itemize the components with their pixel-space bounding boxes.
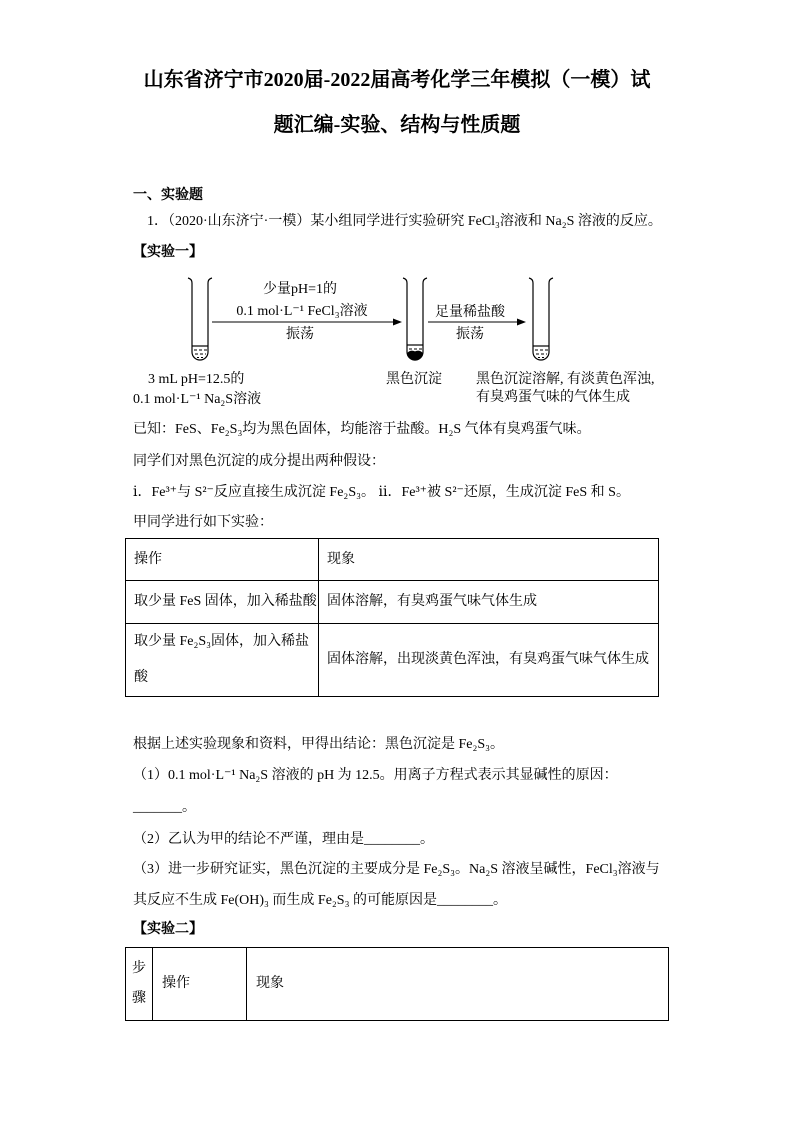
- test-tube-1-outline: [188, 278, 212, 360]
- reagent-label-line-2: 0.1 mol·L⁻¹ FeCl₃溶液: [236, 304, 368, 319]
- table-cell-operation: 取少量 Fe₂S₃固体，加入稀盐酸: [126, 624, 319, 697]
- table-header-cell: 操作: [153, 948, 247, 1021]
- table-cell-operation: 取少量 FeS 固体，加入稀盐酸: [126, 581, 319, 624]
- sub-question-3-line-1: （3）进一步研究证实，黑色沉淀的主要成分是 Fe₂S₃。Na₂S 溶液呈碱性，FeCl₃溶液与: [133, 862, 660, 877]
- test-tube-3-outline: [529, 278, 553, 360]
- table-header-cell: 现象: [247, 948, 669, 1021]
- middle-result-label: 黑色沉淀: [386, 372, 442, 387]
- arrow-1-head: [393, 319, 402, 326]
- arrow-1: [212, 319, 402, 326]
- reagent-label-line-1: 少量pH=1的: [262, 282, 338, 297]
- acid-label: 足量稀盐酸: [435, 305, 505, 320]
- shake-label-1: 振荡: [286, 327, 314, 342]
- question-stem: 1．（2020·山东济宁·一模）某小组同学进行实验研究 FeCl₃溶液和 Na₂S 溶液的反应。: [147, 214, 662, 229]
- end-result-label-line-1: 黑色沉淀溶解, 有淡黄色浑浊,: [476, 372, 655, 387]
- table-row: [126, 581, 659, 624]
- experiment-table-2: [125, 947, 669, 1021]
- start-solution-label-line-1: 3 mL pH=12.5的: [148, 372, 245, 387]
- sub-question-3-line-2: 其反应不生成 Fe(OH)₃ 而生成 Fe₂S₃ 的可能原因是________。: [133, 893, 507, 908]
- experiment-2-label: 【实验二】: [133, 922, 203, 937]
- arrow-2-head: [517, 319, 526, 326]
- test-tube-3: [529, 278, 553, 360]
- table-row: [126, 624, 659, 697]
- document-title-line-2: 题汇编-实验、结构与性质题: [273, 114, 521, 136]
- table-header-row: [126, 948, 669, 1021]
- known-facts: 已知：FeS、Fe₂S₃均为黑色固体，均能溶于盐酸。H₂S 气体有臭鸡蛋气味。: [133, 422, 591, 437]
- experiment-diagram: [125, 270, 685, 410]
- sub-question-2: （2）乙认为甲的结论不严谨，理由是________。: [133, 832, 434, 847]
- conclusion: 根据上述实验现象和资料，甲得出结论：黑色沉淀是 Fe₂S₃。: [133, 737, 505, 752]
- shake-label-2: 振荡: [456, 327, 484, 342]
- table-intro: 甲同学进行如下实验：: [133, 515, 273, 530]
- table-cell-phenomenon: 固体溶解，出现淡黄色浑浊，有臭鸡蛋气味气体生成: [319, 624, 659, 697]
- experiment-table-1: [125, 538, 659, 697]
- section-heading: 一、实验题: [133, 188, 203, 203]
- sub-question-1: （1）0.1 mol·L⁻¹ Na₂S 溶液的 pH 为 12.5。用离子方程式表示其显碱性的原因：: [133, 768, 618, 783]
- hypotheses: ⅰ．Fe³⁺与 S²⁻反应直接生成沉淀 Fe₂S₃。 ⅱ．Fe³⁺被 S²⁻还原，生成沉淀 FeS 和 S。: [133, 485, 630, 500]
- table-cell-phenomenon: 固体溶解，有臭鸡蛋气味气体生成: [319, 581, 659, 624]
- table-header-cell: 现象: [319, 539, 659, 581]
- table-header-row: [126, 539, 659, 581]
- end-result-label-line-2: 有臭鸡蛋气味的气体生成: [476, 390, 630, 405]
- test-tube-2: [403, 278, 427, 360]
- black-precipitate: [408, 351, 422, 360]
- table-header-cell: 操作: [126, 539, 319, 581]
- test-tube-1: [188, 278, 212, 360]
- experiment-1-label: 【实验一】: [133, 245, 203, 260]
- hypothesis-intro: 同学们对黑色沉淀的成分提出两种假设：: [133, 454, 385, 469]
- sub-question-1-blank: _______。: [133, 800, 196, 815]
- start-solution-label-line-2: 0.1 mol·L⁻¹ Na₂S溶液: [133, 392, 262, 407]
- document-title-line-1: 山东省济宁市2020届-2022届高考化学三年模拟（一模）试: [143, 69, 651, 91]
- table-header-cell: 步骤: [126, 948, 153, 1021]
- test-tube-2-outline: [403, 278, 427, 360]
